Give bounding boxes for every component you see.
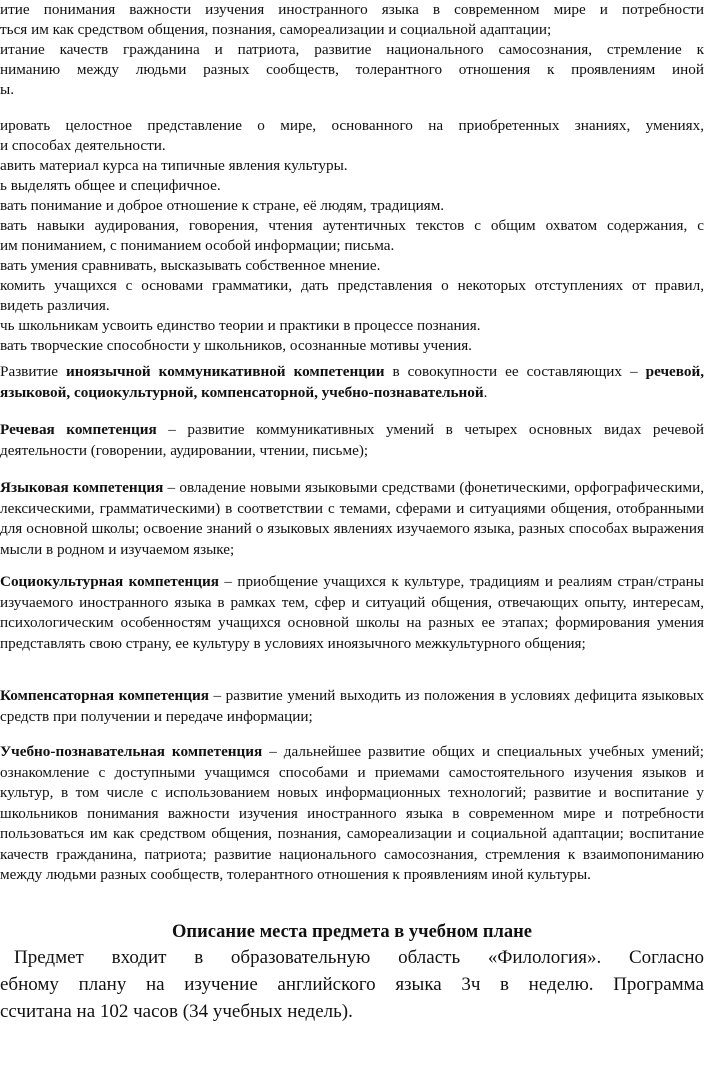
competence-term: Компенсаторная компетенция xyxy=(0,687,210,704)
competence-term: Языковая компетенция xyxy=(0,479,164,496)
text-line: ться им как средством общения, познания, самореализации и социальной адаптации; xyxy=(0,21,552,38)
competence-educational xyxy=(0,742,704,886)
competence-intro xyxy=(0,362,704,403)
section-text-line: ебному плану на изучение английского языка 3ч в неделю. Программа xyxy=(0,974,704,995)
text-line: им пониманием, с пониманием особой информации; письма. xyxy=(0,237,395,254)
text-line: итание качеств гражданина и патриота, развитие национального самосознания, стремление к xyxy=(0,41,704,58)
competence-term: Социокультурная компетенция xyxy=(0,573,219,590)
text-line: вать творческие способности у школьников, осознанные мотивы учения. xyxy=(0,337,472,354)
text-line: ировать целостное представление о мире, основанного на приобретенных знаниях, умениях, xyxy=(0,117,704,134)
intro-prefix: Развитие xyxy=(0,363,67,380)
competence-text: – развитие коммуникативных умений в четырех основных видах речевой деятельности (говорении, аудировании, чтении, письме); xyxy=(0,421,704,459)
text-line: ниманию между людьми разных сообществ, толерантного отношения к проявлениям иной xyxy=(0,61,704,78)
text-line: ь выделять общее и специфичное. xyxy=(0,177,221,194)
competence-term: Учебно-познавательная компетенция xyxy=(0,743,263,760)
competence-compensatory xyxy=(0,686,704,727)
section-text-line xyxy=(0,944,704,971)
text-line: и способах деятельности. xyxy=(0,137,166,154)
section-text-line: ссчитана на 102 часов (34 учебных недель). xyxy=(0,1001,353,1022)
competence-text: – развитие умений выходить из положения в условиях дефицита языковых средств при получении и передаче информации; xyxy=(0,687,704,725)
intro-bold-term: иноязычной коммуникативной компетенции xyxy=(66,363,385,380)
text-line: ы. xyxy=(0,81,15,98)
competence-speech xyxy=(0,420,704,461)
text-line: авить материал курса на типичные явления культуры. xyxy=(0,157,348,174)
intro-middle: в совокупности ее составляющих – xyxy=(384,363,646,380)
text-line: вать умения сравнивать, высказывать собственное мнение. xyxy=(0,257,381,274)
text-line: итие понимания важности изучения иностранного языка в современном мире и потребности xyxy=(0,1,704,18)
section-line: Предмет входит в образовательную область «Филология». Согласно xyxy=(14,947,704,968)
section-heading: Описание места предмета в учебном плане xyxy=(172,922,532,942)
competence-text: – дальнейшее развитие общих и специальных учебных умений; ознакомление с доступными учащимся способами и приемами самостоятельного изучения языков и культур, в том числе с использованием новых информационных технологий; развитие и воспитание у школьников понимания важности изучения иностранного языка в современном мире и потребности пользоваться им как средством общения, познания, самореализации и социальной адаптации; воспитание качеств гражданина, патриота; развитие национального самосознания, стремления к взаимопониманию между людьми разных сообществ, толерантного отношения к проявлениям иной культуры. xyxy=(0,743,704,883)
competence-sociocultural xyxy=(0,572,704,654)
competence-language xyxy=(0,478,704,560)
text-line: комить учащихся с основами грамматики, дать представления о некоторых отступлениях от правил, xyxy=(0,277,704,294)
intro-bold-list: речевой, языковой, социокультурной, компенсаторной, учебно-познавательной xyxy=(0,363,704,401)
competence-text: – приобщение учащихся к культуре, традициям и реалиям стран/страны изучаемого иностранного языка в рамках тем, сфер и ситуаций общения, отвечающих опыту, интересам, психологическим особенностям учащихся основной школы на разных ее этапах; формирования умения представлять свою страну, ее культуру в условиях иноязычного межкультурного общения; xyxy=(0,573,704,652)
intro-suffix: . xyxy=(483,383,488,401)
text-line: вать понимание и доброе отношение к стране, её людям, традициям. xyxy=(0,197,445,214)
text-line: чь школьникам усвоить единство теории и практики в процессе познания. xyxy=(0,317,481,334)
competence-text: – овладение новыми языковыми средствами (фонетическими, орфографическими, лексическими, грамматическими) в соответствии с темами, сферами и ситуациями общения, отобранными для основной школы; освоение знаний о языковых явлениях изучаемого языка, разных способах выражения мысли в родном и изучаемом языке; xyxy=(0,479,704,558)
competence-term: Речевая компетенция xyxy=(0,421,157,438)
text-line: вать навыки аудирования, говорения, чтения аутентичных текстов с общим охватом содержания, с xyxy=(0,217,704,234)
text-line: видеть различия. xyxy=(0,297,110,314)
